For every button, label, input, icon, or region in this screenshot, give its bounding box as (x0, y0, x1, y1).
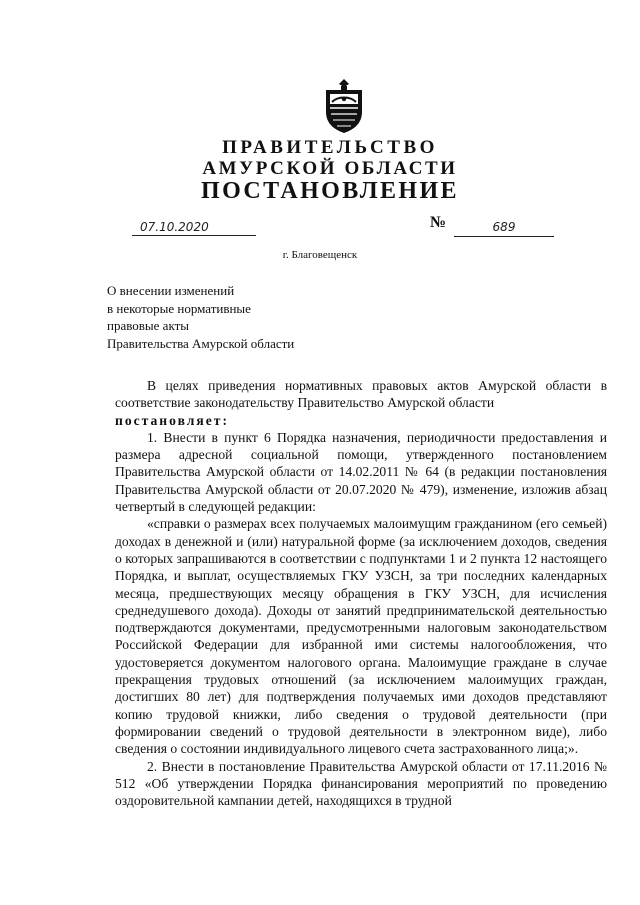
document-type-title: ПОСТАНОВЛЕНИЕ (201, 178, 459, 204)
decree-word: постановляет: (115, 412, 229, 428)
city-label: г. Благовещенск (282, 249, 358, 261)
decree-paragraph (115, 412, 607, 429)
number-sign: № (430, 214, 447, 231)
paragraph-2: 2. Внести в постановление Правительства Амурской области от 17.11.2016 № 512 «Об утверждении Порядка финансирования мероприятий по проведению оздоровительной кампании детей, находящихся в трудной (115, 758, 607, 809)
government-title: ПРАВИТЕЛЬСТВО (222, 137, 438, 158)
subject-line: в некоторые нормативные (107, 300, 251, 316)
paragraph-1: 1. Внести в пункт 6 Порядка назначения, периодичности предоставления и размера адресной социальной помощи, утвержденного постановлением Правительства Амурской области от 14.02.2011 № 64 (в редакции постановления Правительства Амурской области от 20.07.2020 № 479), изменение, изложив абзац четвертый в следующей редакции: (115, 429, 607, 515)
document-subject (107, 282, 294, 352)
region-title: АМУРСКОЙ ОБЛАСТИ (202, 158, 458, 179)
coat-of-arms-icon (322, 78, 366, 134)
document-number: 689 (454, 218, 554, 237)
document-date: 07.10.2020 (132, 218, 256, 236)
intro-paragraph: В целях приведения нормативных правовых актов Амурской области в соответствие законодательству Правительство Амурской области (115, 378, 607, 411)
subject-line: Правительства Амурской области (107, 335, 295, 351)
quoted-paragraph: «справки о размерах всех получаемых малоимущим гражданином (его семьей) доходах в денежной и (или) натуральной форме (за исключением доходов, сведения о которых запрашиваются в соответствии с подпунктами 1 и 2 пункта 12 настоящего Порядка, и выплат, осуществляемых ГКУ УЗСН, за три последних календарных месяца, предшествующих месяцу обращения в ГКУ УЗСН, для исчисления среднедушевого дохода). Доходы от занятий предпринимательской деятельностью подтверждаются документами, предусмотренными налоговым законодательством Российской Федерации для избранной ими системы налогообложения, что удостоверяется документом налогового органа. Малоимущие граждане в случае прекращения трудовых отношений (за исключением малоимущих граждан, достигших 80 лет) для подтверждения получаемых ими доходов представляют копию трудовой книжки, либо сведения о трудовой деятельности (при формировании сведений о трудовой деятельности в электронном виде), либо сведения о состоянии индивидуального лицевого счета застрахованного лица;». (115, 516, 607, 757)
subject-line: правовые акты (107, 318, 189, 333)
subject-line: О внесении изменений (107, 283, 235, 298)
document-body (115, 377, 607, 809)
